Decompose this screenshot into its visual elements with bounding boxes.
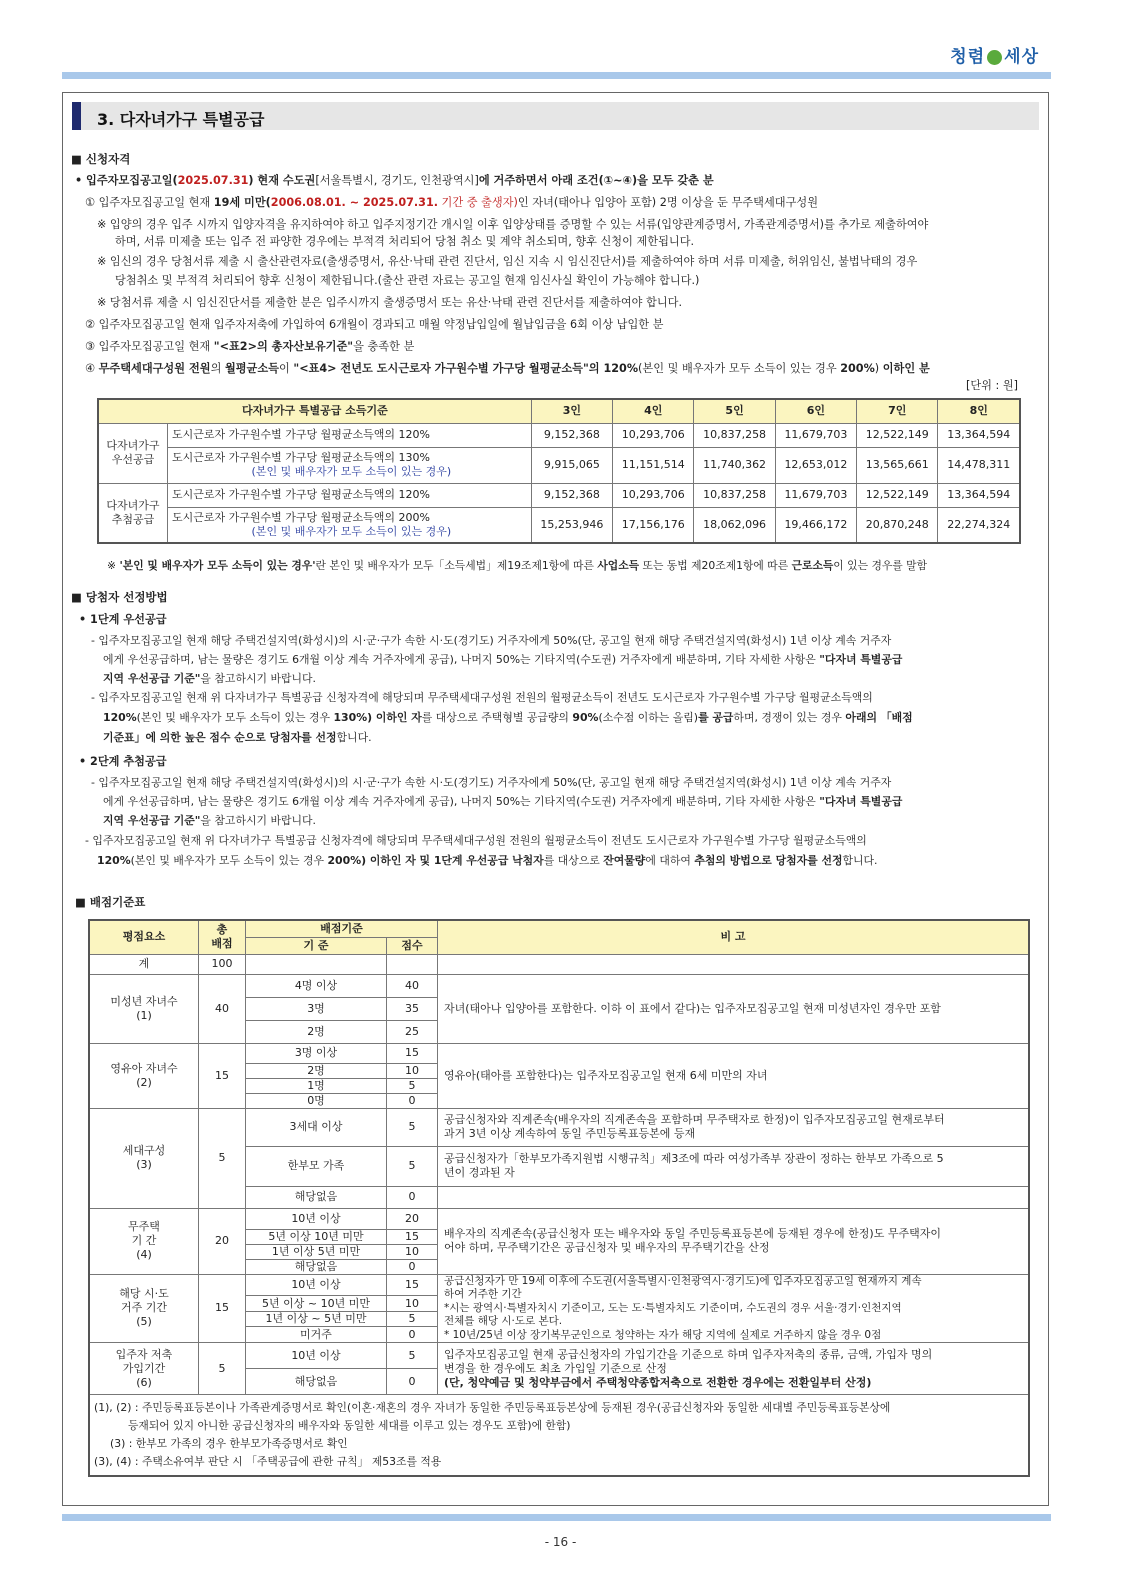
factor-remark: 입주자모집공고일 현재 공급신청자의 가입기간을 기준으로 하며 입주자저축의 종류, 금액, 가입자 명의 변경을 한 경우에도 최초 가입일 기준으로 산정 (단, 청약예금 및 청약부금에서 주택청약종합저축으로 전환한 경우에는 전환일부터 산정) [438, 1343, 1030, 1395]
stage1-p1-line1: - 입주자모집공고일 현재 해당 주택건설지역(화성시)의 시·군·구가 속한 시·도(경기도) 거주자에게 50%(단, 공고일 현재 해당 주택건설지역(화성시) 1년 이상 계속 거주자 [91, 634, 892, 647]
income-cell: 22,274,324 [938, 507, 1020, 543]
stage2-p2-line2: 120%(본인 및 배우자가 모두 소득이 있는 경우 200%) 이하인 자 및 1단계 우선공급 낙첨자를 대상으로 잔여물량에 대하여 추첨의 방법으로 당첨자를 선정합니다. [97, 854, 878, 867]
score-footnotes: (1), (2) : 주민등록표등본이나 가족관계증명서로 확인(이혼·재혼의 경우 자녀가 동일한 주민등록표등본상에 등재된 경우(공급신청자와 동일한 세대별 주민등록표등본상에 등재되어 있지 아니한 공급신청자의 배우자와 동일한 세대를 이루고 있는 경우도 포함)에 한함) (3) : 한부모 가족의 경우 한부모가족증명서로 확인 (3), (4) : 주택소유여부 판단 시 「주택공급에 관한 규칙」 제53조를 적용 [89, 1395, 1029, 1477]
criterion: 1년 이상 5년 미만 [246, 1244, 387, 1259]
criterion-score: 35 [387, 997, 438, 1020]
empty-cell [387, 954, 438, 974]
empty-cell [438, 954, 1030, 974]
score-h-total: 총 배점 [199, 920, 246, 954]
condition-2: ② 입주자모집공고일 현재 입주자저축에 가입하여 6개월이 경과되고 매월 약정납입일에 월납입금을 6회 이상 납입한 분 [85, 318, 664, 331]
criterion-score: 0 [387, 1186, 438, 1208]
factor-remark: 공급신청자와 직계존속(배우자의 직계존속을 포함하며 무주택자로 한정)이 입주자모집공고일 현재로부터 과거 3년 이상 계속하여 동일 주민등록표등본에 등재 [438, 1108, 1030, 1146]
note-adoption-2: 하며, 서류 미제출 또는 입주 전 파양한 경우에는 부적격 처리되어 당첨 취소 및 계약 취소되며, 향후 신청이 제한됩니다. [115, 235, 695, 248]
stage2-p1-line3: 지역 우선공급 기준"을 참고하시기 바랍니다. [103, 814, 317, 827]
criterion: 3명 이상 [246, 1043, 387, 1063]
globe-icon [987, 50, 1002, 65]
criterion-score: 0 [387, 1327, 438, 1343]
unit-label: [단위 : 원] [965, 379, 1018, 392]
income-cell: 12,522,149 [857, 423, 938, 447]
factor-household: 세대구성 (3) [89, 1108, 199, 1208]
stage2-p1-line2: 에게 우선공급하며, 남는 물량은 경기도 6개월 이상 계속 거주자에게 공급), 나머지 50%는 기타지역(수도권) 거주자에게 배분하며, 기타 자세한 사항은 "다자녀 특별공급 [103, 795, 903, 808]
criterion-score: 0 [387, 1369, 438, 1395]
criterion: 10년 이상 [246, 1274, 387, 1296]
note-pregnancy-1: ※ 임신의 경우 당첨서류 제출 시 출산관련자료(출생증명서, 유산·낙태 관련 진단서, 임신 지속 시 임신진단서)를 제출하여야 하며 서류 미제출, 허위임신, 불법낙태의 경우 [97, 255, 918, 268]
criterion: 1년 이상 ~ 5년 미만 [246, 1311, 387, 1327]
criterion: 해당없음 [246, 1186, 387, 1208]
income-cell: 13,364,594 [938, 483, 1020, 507]
income-cell: 11,740,362 [694, 447, 775, 483]
income-header-title: 다자녀가구 특별공급 소득기준 [98, 399, 531, 423]
factor-residence-period: 해당 시·도 거주 기간 (5) [89, 1274, 199, 1343]
stage1-p2-line2: 120%(본인 및 배우자가 모두 소득이 있는 경우 130%) 이하인 자를 대상으로 주택형별 공급량의 90%(소수점 이하는 올림)를 공급하며, 경쟁이 있는 경우 아래의 「배점 [103, 711, 913, 724]
criterion-score: 15 [387, 1274, 438, 1296]
score-h-basis: 기 준 [246, 937, 387, 954]
criterion-score: 5 [387, 1108, 438, 1146]
criterion: 2명 [246, 1063, 387, 1078]
factor-savings-period: 입주자 저축 가입기간 (6) [89, 1343, 199, 1395]
income-group-priority: 다자녀가구 우선공급 [98, 423, 168, 483]
income-cell: 14,478,311 [938, 447, 1020, 483]
criterion-score: 10 [387, 1296, 438, 1312]
income-cell: 10,837,258 [694, 483, 775, 507]
criterion: 미거주 [246, 1327, 387, 1343]
criterion: 10년 이상 [246, 1343, 387, 1369]
criterion-score: 0 [387, 1259, 438, 1274]
criterion: 5년 이상 ~ 10년 미만 [246, 1296, 387, 1312]
income-cell: 12,522,149 [857, 483, 938, 507]
income-header-7: 7인 [857, 399, 938, 423]
criterion-score: 40 [387, 974, 438, 997]
income-header-6: 6인 [775, 399, 856, 423]
stage1-title: • 1단계 우선공급 [79, 613, 167, 626]
note-adoption-1: ※ 입양의 경우 입주 시까지 입양자격을 유지하여야 하고 입주지정기간 개시일 이후 입양상태를 증명할 수 있는 서류(입양관계증명서, 가족관계증명서)를 추가로 제출하여야 [97, 218, 929, 231]
income-cell: 13,364,594 [938, 423, 1020, 447]
criterion: 한부모 가족 [246, 1146, 387, 1186]
criterion: 1명 [246, 1078, 387, 1093]
income-group-lottery: 다자녀가구 추첨공급 [98, 483, 168, 543]
income-header-4: 4인 [613, 399, 694, 423]
income-cell: 13,565,661 [857, 447, 938, 483]
income-cell: 9,152,368 [531, 483, 612, 507]
criterion: 3세대 이상 [246, 1108, 387, 1146]
criterion-score: 15 [387, 1043, 438, 1063]
income-cell: 20,870,248 [857, 507, 938, 543]
stage2-p1-line1: - 입주자모집공고일 현재 해당 주택건설지역(화성시)의 시·군·구가 속한 시·도(경기도) 거주자에게 50%(단, 공고일 현재 해당 주택건설지역(화성시) 1년 이상 계속 거주자 [91, 776, 892, 789]
factor-remark: 공급신청자가 만 19세 이후에 수도권(서울특별시·인천광역시·경기도)에 입주자모집공고일 현재까지 계속 하여 거주한 기간 *시는 광역시·특별자치시 기준이고, 도는 도·특별자치도 기준이며, 수도권의 경우 서울·경기·인천지역 전체를 해당 시·도로 본다. * 10년/25년 이상 장기복무군인으로 청약하는 자가 해당 지역에 실제로 거주하지 않을 경우 0점 [438, 1274, 1030, 1343]
factor-total: 20 [199, 1208, 246, 1274]
factor-remark: 자녀(태아나 입양아를 포함한다. 이하 이 표에서 같다)는 입주자모집공고일 현재 미성년자인 경우만 포함 [438, 974, 1030, 1043]
note-documents: ※ 당첨서류 제출 시 임신진단서를 제출한 분은 입주시까지 출생증명서 또는 유산·낙태 관련 진단서를 제출하여야 합니다. [97, 296, 683, 309]
score-h-factor: 평점요소 [89, 920, 199, 954]
empty-cell [246, 954, 387, 974]
income-row-label: 도시근로자 가구원수별 가구당 월평균소득액의 120% [168, 483, 532, 507]
income-table-note: ※ '본인 및 배우자가 모두 소득이 있는 경우'란 본인 및 배우자가 모두「소득세법」제19조제1항에 따른 사업소득 또는 동법 제20조제1항에 따른 근로소득이 있는 경우를 말함 [107, 559, 928, 572]
income-header-5: 5인 [694, 399, 775, 423]
factor-minor-children: 미성년 자녀수 (1) [89, 974, 199, 1043]
factor-total: 5 [199, 1343, 246, 1395]
criterion: 10년 이상 [246, 1208, 387, 1229]
score-total-value: 100 [199, 954, 246, 974]
factor-remark: 배우자의 직계존속(공급신청자 또는 배우자와 동일 주민등록표등본에 등재된 경우에 한정)도 무주택자이 어야 하며, 무주택기간은 공급신청자 및 배우자의 무주택기간을 산정 [438, 1208, 1030, 1274]
criterion: 5년 이상 10년 미만 [246, 1229, 387, 1244]
score-total-label: 계 [89, 954, 199, 974]
income-cell: 10,293,706 [613, 423, 694, 447]
income-header-8: 8인 [938, 399, 1020, 423]
score-table [88, 919, 1030, 1477]
income-cell: 12,653,012 [775, 447, 856, 483]
criterion: 해당없음 [246, 1259, 387, 1274]
income-cell: 15,253,946 [531, 507, 612, 543]
criterion-score: 5 [387, 1311, 438, 1327]
income-row-label: 도시근로자 가구원수별 가구당 월평균소득액의 130% (본인 및 배우자가 모두 소득이 있는 경우) [168, 447, 532, 483]
criterion-score: 15 [387, 1229, 438, 1244]
factor-total: 15 [199, 1043, 246, 1108]
bottom-rule [62, 1514, 1051, 1521]
factor-total: 40 [199, 974, 246, 1043]
income-cell: 9,152,368 [531, 423, 612, 447]
criterion-score: 5 [387, 1078, 438, 1093]
income-cell: 11,679,703 [775, 423, 856, 447]
condition-4: ④ 무주택세대구성원 전원의 월평균소득이 "<표4> 전년도 도시근로자 가구원수별 가구당 월평균소득"의 120%(본인 및 배우자가 모두 소득이 있는 경우 200%) 이하인 분 [85, 362, 930, 375]
stage1-p2-line1: - 입주자모집공고일 현재 위 다자녀가구 특별공급 신청자격에 해당되며 무주택세대구성원 전원의 월평균소득이 전년도 도시근로자 가구원수별 가구당 월평균소득액의 [91, 691, 873, 704]
score-heading: ■ 배점기준표 [75, 894, 145, 910]
stage1-p2-line3: 기준표」에 의한 높은 점수 순으로 당첨자를 선정합니다. [103, 731, 372, 744]
income-row-label: 도시근로자 가구원수별 가구당 월평균소득액의 120% [168, 423, 532, 447]
criterion-score: 5 [387, 1146, 438, 1186]
income-cell: 9,915,065 [531, 447, 612, 483]
stage2-p2-line1: - 입주자모집공고일 현재 위 다자녀가구 특별공급 신청자격에 해당되며 무주택세대구성원 전원의 월평균소득이 전년도 도시근로자 가구원수별 가구당 월평균소득액의 [85, 834, 867, 847]
empty-cell [438, 1186, 1030, 1208]
qualification-intro: • 입주자모집공고일(2025.07.31) 현재 수도권[서울특별시, 경기도, 인천광역시]에 거주하면서 아래 조건(①~④)을 모두 갖춘 분 [75, 174, 714, 187]
criterion-score: 25 [387, 1020, 438, 1043]
selection-heading: ■ 당첨자 선정방법 [71, 589, 168, 605]
criterion: 4명 이상 [246, 974, 387, 997]
factor-total: 15 [199, 1274, 246, 1343]
income-cell: 11,151,514 [613, 447, 694, 483]
criterion: 2명 [246, 1020, 387, 1043]
income-cell: 17,156,176 [613, 507, 694, 543]
content-frame [62, 92, 1049, 1506]
condition-1: ① 입주자모집공고일 현재 19세 미만(2006.08.01. ~ 2025.07.31. 기간 중 출생자)인 자녀(태아나 입양아 포함) 2명 이상을 둔 무주택세대구성원 [85, 196, 819, 209]
income-header-3: 3인 [531, 399, 612, 423]
note-pregnancy-2: 당첨취소 및 부적격 처리되어 향후 신청이 제한됩니다.(출산 관련 자료는 공고일 현재 임신사실 확인이 가능해야 합니다.) [115, 274, 700, 287]
income-cell: 19,466,172 [775, 507, 856, 543]
criterion-score: 0 [387, 1093, 438, 1108]
criterion-score: 10 [387, 1244, 438, 1259]
score-h-criteria: 배점기준 [246, 920, 438, 937]
criterion-score: 20 [387, 1208, 438, 1229]
income-cell: 18,062,096 [694, 507, 775, 543]
factor-remark: 영유아(태아를 포함한다)는 입주자모집공고일 현재 6세 미만의 자녀 [438, 1043, 1030, 1108]
criterion: 해당없음 [246, 1369, 387, 1395]
section-title: 3. 다자녀가구 특별공급 [72, 102, 1039, 130]
top-rule [62, 72, 1051, 79]
income-cell: 10,293,706 [613, 483, 694, 507]
stage1-p1-line3: 지역 우선공급 기준"을 참고하시기 바랍니다. [103, 672, 317, 685]
income-cell: 11,679,703 [775, 483, 856, 507]
criterion: 3명 [246, 997, 387, 1020]
factor-infant-children: 영유아 자녀수 (2) [89, 1043, 199, 1108]
criterion: 0명 [246, 1093, 387, 1108]
income-row-label: 도시근로자 가구원수별 가구당 월평균소득액의 200% (본인 및 배우자가 모두 소득이 있는 경우) [168, 507, 532, 543]
page-number: - 16 - [544, 1535, 577, 1549]
factor-remark: 공급신청자가「한부모가족지원법 시행규칙」제3조에 따라 여성가족부 장관이 정하는 한부모 가족으로 5 년이 경과된 자 [438, 1146, 1030, 1186]
logo: 청렴 세상 [950, 47, 1039, 67]
score-h-score: 점수 [387, 937, 438, 954]
income-table [97, 398, 1021, 544]
income-cell: 10,837,258 [694, 423, 775, 447]
condition-3: ③ 입주자모집공고일 현재 "<표2>의 총자산보유기준"을 충족한 분 [85, 340, 415, 353]
qualification-heading: ■ 신청자격 [71, 151, 130, 167]
score-h-remark: 비 고 [438, 920, 1030, 954]
stage1-p1-line2: 에게 우선공급하며, 남는 물량은 경기도 6개월 이상 계속 거주자에게 공급), 나머지 50%는 기타지역(수도권) 거주자에게 배분하며, 기타 자세한 사항은 "다자녀 특별공급 [103, 653, 903, 666]
factor-total: 5 [199, 1108, 246, 1208]
factor-homeless-period: 무주택 기 간 (4) [89, 1208, 199, 1274]
criterion-score: 10 [387, 1063, 438, 1078]
criterion-score: 5 [387, 1343, 438, 1369]
stage2-title: • 2단계 추첨공급 [79, 755, 167, 768]
